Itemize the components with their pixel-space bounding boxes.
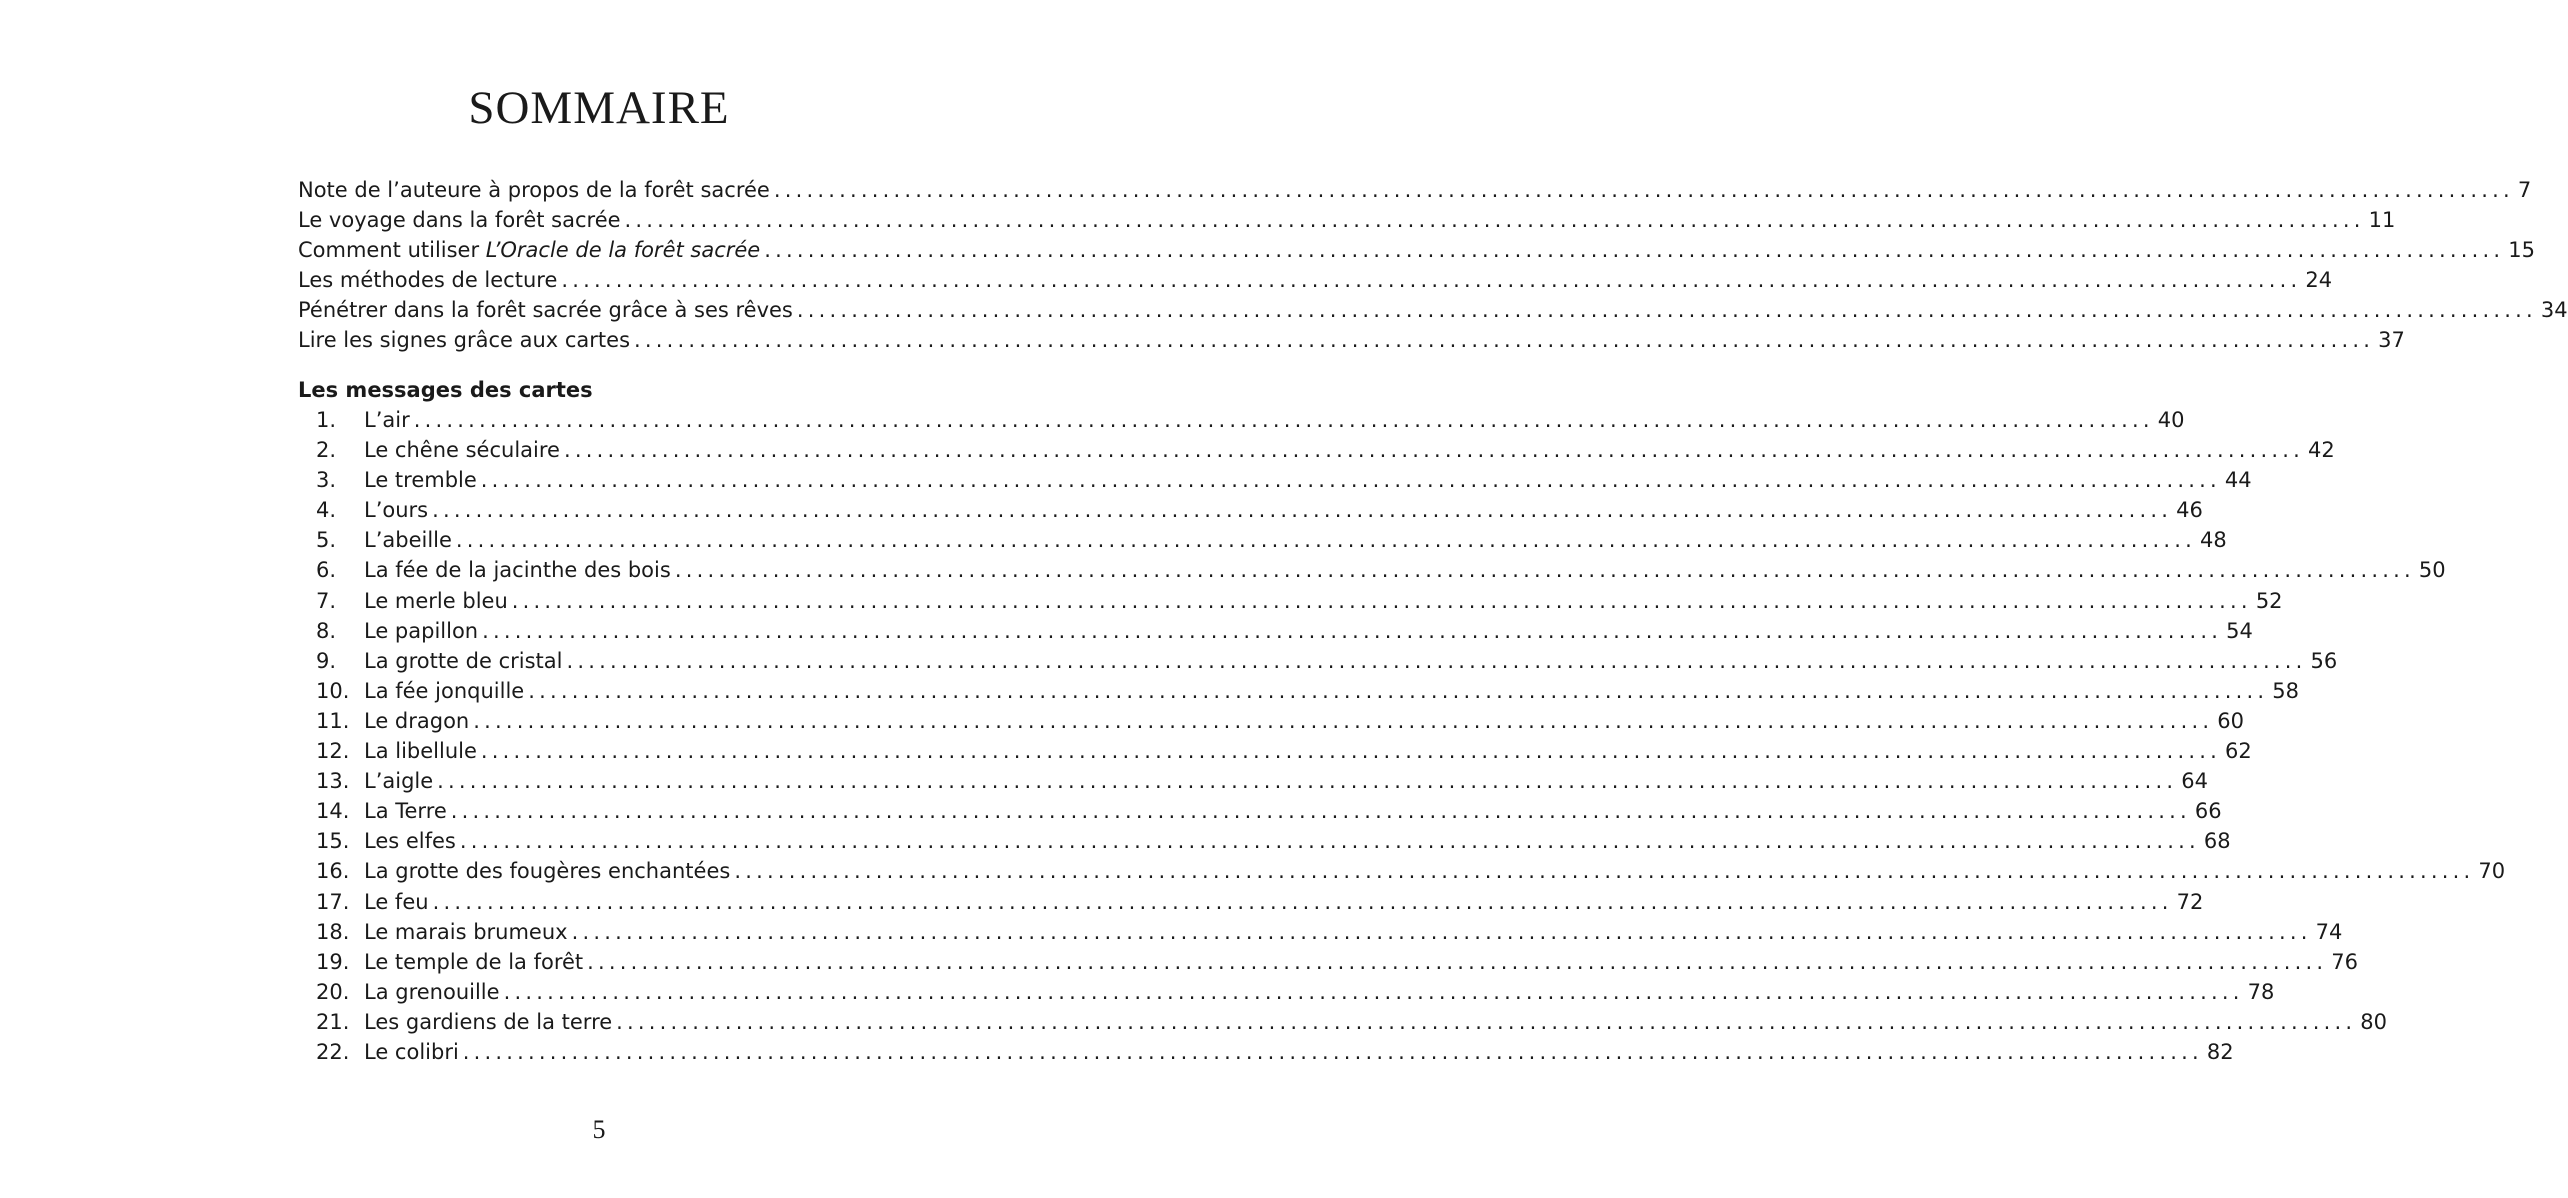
toc-leader-dots: ................................................................................................................................................................ bbox=[413, 408, 2154, 432]
toc-entry[interactable] bbox=[298, 235, 2536, 265]
card-entry[interactable] bbox=[298, 676, 2299, 706]
card-entry[interactable] bbox=[298, 555, 2446, 585]
card-entry-number: 11. bbox=[316, 708, 350, 733]
card-entry[interactable] bbox=[298, 887, 2204, 917]
toc-leader-dots: ................................................................................................................................................................ bbox=[764, 238, 2505, 263]
section-heading: Les messages des cartes bbox=[298, 378, 593, 402]
card-entry-label: La grotte des fougères enchantées bbox=[364, 859, 731, 884]
card-entry-number: 15. bbox=[316, 829, 350, 854]
card-entry-number: 6. bbox=[316, 558, 337, 583]
toc-entry-label bbox=[298, 235, 760, 265]
card-entry-page: 52 bbox=[2255, 588, 2283, 613]
toc-leader-dots: ................................................................................................................................................................ bbox=[480, 468, 2221, 493]
card-entry-number: 7. bbox=[316, 588, 337, 613]
card-entry-number: 21. bbox=[316, 1009, 350, 1034]
toc-entry-label: Pénétrer dans la forêt sacrée grâce à ses rêves bbox=[298, 298, 793, 323]
card-entry[interactable] bbox=[298, 736, 2252, 766]
card-entry-number: 4. bbox=[316, 498, 337, 523]
card-entry-number: 3. bbox=[316, 468, 337, 493]
card-entry[interactable] bbox=[298, 525, 2227, 555]
card-entry-number: 22. bbox=[316, 1039, 350, 1064]
toc-leader-dots: ................................................................................................................................................................ bbox=[432, 498, 2173, 523]
card-entry-label: L’abeille bbox=[364, 528, 452, 553]
toc-entry-page: 11 bbox=[2368, 208, 2396, 233]
card-entry[interactable] bbox=[298, 947, 2358, 977]
card-entry-number: 20. bbox=[316, 979, 350, 1004]
card-entry-page: 64 bbox=[2181, 769, 2208, 794]
card-entry[interactable] bbox=[298, 917, 2343, 947]
toc-leader-dots: ................................................................................................................................................................ bbox=[796, 298, 2537, 323]
card-entry-label: La fée de la jacinthe des bois bbox=[364, 558, 671, 583]
card-entry[interactable] bbox=[298, 646, 2338, 676]
card-entry-label: L’air bbox=[364, 408, 410, 432]
card-entry[interactable] bbox=[298, 826, 2231, 856]
card-entry-number: 8. bbox=[316, 618, 337, 643]
card-entry-label: Le temple de la forêt bbox=[364, 949, 584, 974]
toc-leader-dots: ................................................................................................................................................................ bbox=[459, 829, 2200, 854]
card-entry-page: 74 bbox=[2315, 919, 2343, 944]
card-entry-number: 9. bbox=[316, 648, 337, 673]
card-entry-page: 82 bbox=[2206, 1039, 2234, 1064]
card-entry[interactable] bbox=[298, 586, 2283, 616]
card-entry-page: 58 bbox=[2272, 678, 2299, 703]
card-entry-label: La fée jonquille bbox=[364, 678, 525, 703]
card-entry[interactable] bbox=[298, 465, 2252, 495]
card-entry[interactable] bbox=[298, 706, 2245, 736]
card-entry[interactable] bbox=[298, 856, 2506, 886]
toc-leader-dots: ................................................................................................................................................................ bbox=[587, 949, 2328, 974]
page-title: SOMMAIRE bbox=[468, 82, 730, 134]
toc-entry-page: 7 bbox=[2517, 178, 2532, 202]
card-entry-page: 62 bbox=[2224, 739, 2252, 764]
toc-leader-dots: ................................................................................................................................................................ bbox=[511, 588, 2252, 613]
card-entry-page: 40 bbox=[2157, 408, 2185, 432]
card-entry-page: 72 bbox=[2176, 889, 2204, 914]
toc-entry-page: 24 bbox=[2305, 268, 2333, 293]
toc-entry[interactable] bbox=[298, 265, 2333, 295]
card-entry-page: 60 bbox=[2217, 708, 2245, 733]
card-entry-number: 17. bbox=[316, 889, 350, 914]
toc-cards-list bbox=[298, 405, 2506, 1067]
card-entry-page: 50 bbox=[2418, 558, 2446, 583]
toc-entry-label: Note de l’auteure à propos de la forêt sacrée bbox=[298, 178, 770, 202]
card-entry-page: 44 bbox=[2224, 468, 2252, 493]
card-entry-label: La grenouille bbox=[364, 979, 500, 1004]
card-entry[interactable] bbox=[298, 977, 2275, 1007]
card-entry-label: Le colibri bbox=[364, 1039, 459, 1064]
card-entry-label: L’ours bbox=[364, 498, 429, 523]
card-entry-number: 16. bbox=[316, 859, 350, 884]
card-entry-page: 48 bbox=[2199, 528, 2227, 553]
card-entry-number: 1. bbox=[316, 408, 337, 432]
card-entry-page: 80 bbox=[2360, 1009, 2387, 1034]
toc-leader-dots: ................................................................................................................................................................ bbox=[566, 648, 2307, 673]
toc-leader-dots: ................................................................................................................................................................ bbox=[450, 799, 2191, 824]
toc-leader-dots: ................................................................................................................................................................ bbox=[624, 208, 2365, 233]
card-entry-page: 68 bbox=[2203, 829, 2231, 854]
card-entry[interactable] bbox=[298, 616, 2253, 646]
card-entry-page: 70 bbox=[2478, 859, 2506, 884]
page-number: 5 bbox=[592, 1115, 606, 1144]
toc-entry-label: Lire les signes grâce aux cartes bbox=[298, 328, 631, 353]
toc-intro-list bbox=[298, 175, 2568, 356]
toc-leader-dots: ................................................................................................................................................................ bbox=[503, 979, 2244, 1004]
toc-entry-page: 15 bbox=[2508, 238, 2536, 263]
card-entry-page: 66 bbox=[2194, 799, 2222, 824]
card-entry-label: L’aigle bbox=[364, 769, 434, 794]
card-entry-label: La libellule bbox=[364, 739, 477, 764]
toc-leader-dots: ................................................................................................................................................................ bbox=[482, 618, 2223, 643]
toc-leader-dots: ................................................................................................................................................................ bbox=[634, 328, 2375, 353]
toc-leader-dots: ................................................................................................................................................................ bbox=[432, 889, 2173, 914]
card-entry-label: Le marais brumeux bbox=[364, 919, 568, 944]
card-entry-number: 12. bbox=[316, 739, 350, 764]
card-entry-label: Le dragon bbox=[364, 708, 470, 733]
card-entry-number: 18. bbox=[316, 919, 350, 944]
toc-leader-dots: ................................................................................................................................................................ bbox=[561, 268, 2302, 293]
card-entry[interactable] bbox=[298, 495, 2203, 525]
card-entry-page: 76 bbox=[2331, 949, 2358, 974]
card-entry-label: La grotte de cristal bbox=[364, 648, 563, 673]
card-entry[interactable] bbox=[298, 1007, 2387, 1037]
card-entry-page: 46 bbox=[2176, 498, 2203, 523]
toc-leader-dots: ................................................................................................................................................................ bbox=[437, 769, 2178, 794]
toc-entry[interactable] bbox=[298, 325, 2405, 355]
card-entry-page: 78 bbox=[2247, 979, 2275, 1004]
card-entry-page: 42 bbox=[2308, 438, 2335, 463]
toc-leader-dots: ................................................................................................................................................................ bbox=[480, 739, 2221, 764]
card-entry[interactable] bbox=[298, 766, 2208, 796]
card-entry-number: 10. bbox=[316, 678, 350, 703]
card-entry-number: 13. bbox=[316, 769, 350, 794]
toc-leader-dots: ................................................................................................................................................................ bbox=[734, 859, 2475, 884]
card-entry-label: Le feu bbox=[364, 889, 429, 914]
card-entry-page: 54 bbox=[2226, 618, 2253, 643]
card-entry[interactable] bbox=[298, 796, 2222, 826]
card-entry-page: 56 bbox=[2310, 648, 2338, 673]
toc-entry-label: Le voyage dans la forêt sacrée bbox=[298, 208, 621, 233]
toc-leader-dots: ................................................................................................................................................................ bbox=[462, 1039, 2203, 1064]
card-entry-number: 2. bbox=[316, 438, 337, 463]
card-entry-number: 5. bbox=[316, 528, 337, 553]
toc-leader-dots: ................................................................................................................................................................ bbox=[571, 919, 2312, 944]
card-entry-label: Les gardiens de la terre bbox=[364, 1009, 613, 1034]
card-entry-label: Le papillon bbox=[364, 618, 479, 643]
toc-entry-page: 34 bbox=[2540, 298, 2568, 323]
toc-leader-dots: ................................................................................................................................................................ bbox=[563, 438, 2304, 463]
toc-entry[interactable] bbox=[298, 175, 2532, 205]
toc-entry-label-prefix: Comment utiliser bbox=[298, 238, 486, 263]
card-entry-label: Le tremble bbox=[364, 468, 477, 493]
card-entry[interactable] bbox=[298, 435, 2335, 465]
card-entry-label: La Terre bbox=[364, 799, 447, 824]
toc-leader-dots: ................................................................................................................................................................ bbox=[473, 708, 2214, 733]
toc-entry-page: 37 bbox=[2378, 328, 2405, 353]
toc-entry[interactable] bbox=[298, 205, 2396, 235]
toc-entry[interactable] bbox=[298, 295, 2568, 325]
toc-leader-dots: ................................................................................................................................................................ bbox=[455, 528, 2196, 553]
card-entry-number: 14. bbox=[316, 799, 350, 824]
toc-leader-dots: ................................................................................................................................................................ bbox=[773, 178, 2514, 202]
toc-leader-dots: ................................................................................................................................................................ bbox=[616, 1009, 2357, 1034]
toc-leader-dots: ................................................................................................................................................................ bbox=[674, 558, 2415, 583]
toc-entry-label: Les méthodes de lecture bbox=[298, 268, 558, 293]
card-entry[interactable] bbox=[298, 1037, 2234, 1067]
toc-entry-label-italic: L’Oracle de la forêt sacrée bbox=[485, 238, 761, 263]
card-entry-label: Le merle bleu bbox=[364, 588, 508, 613]
toc-leader-dots: ................................................................................................................................................................ bbox=[528, 678, 2269, 703]
card-entry-number: 19. bbox=[316, 949, 350, 974]
card-entry-label: Le chêne séculaire bbox=[364, 438, 560, 463]
toc-cards-section bbox=[298, 375, 2506, 1067]
card-entry-label: Les elfes bbox=[364, 829, 456, 854]
card-entry[interactable] bbox=[298, 405, 2185, 435]
